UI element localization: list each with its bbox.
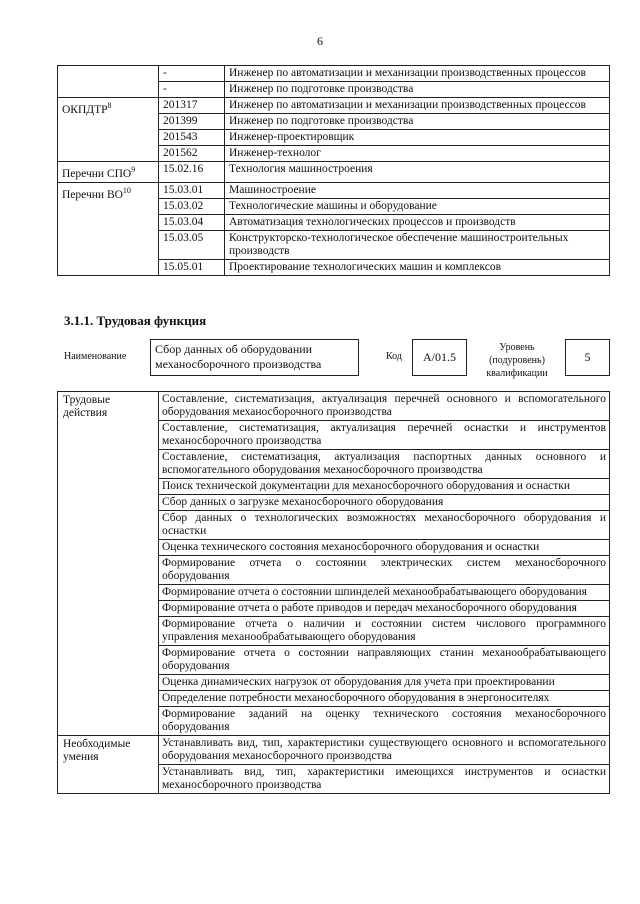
footnote-ref: 9 (131, 165, 136, 174)
codes-code-cell: - (159, 82, 225, 98)
level-value: 5 (565, 339, 610, 376)
page-number: 6 (317, 34, 323, 48)
codes-code-cell: 201543 (159, 130, 225, 146)
codes-code-cell: 201562 (159, 146, 225, 162)
function-name-value: Сбор данных об оборудовании механосборочного производства (150, 339, 359, 376)
function-table (57, 391, 610, 794)
codes-name-cell: Конструкторско-технологическое обеспечение машиностроительных производств (225, 230, 610, 259)
labor-action-item: Сбор данных о технологических возможностях механосборочного оборудования и оснастки (159, 511, 610, 540)
codes-name-cell: Инженер по подготовке производства (225, 114, 610, 130)
codes-group-label: ОКПДТР (62, 103, 108, 116)
codes-code-cell: 201399 (159, 114, 225, 130)
labor-action-item: Формирование отчета о состоянии направляющих станин механообрабатывающего оборудования (159, 646, 610, 675)
codes-code-cell: 201317 (159, 98, 225, 114)
labor-action-item: Составление, систематизация, актуализация перечней основного и вспомогательного оборудования механосборочного производства (159, 392, 610, 421)
section-title: 3.1.1. Трудовая функция (64, 313, 207, 328)
codes-name-cell: Инженер-технолог (225, 146, 610, 162)
codes-name-cell: Инженер-проектировщик (225, 130, 610, 146)
codes-name-cell: Инженер по автоматизации и механизации производственных процессов (225, 98, 610, 114)
codes-group-cell (58, 162, 159, 183)
labor-action-item: Формирование отчета о наличии и состоянии систем числового программного управления механообрабатывающего оборудования (159, 617, 610, 646)
codes-code-cell: 15.03.05 (159, 230, 225, 259)
labor-action-item: Формирование заданий на оценку технического состояния механосборочного оборудования (159, 707, 610, 736)
required-skill-item: Устанавливать вид, тип, характеристики существующего основного и вспомогательного оборудования механосборочного производства (159, 736, 610, 765)
codes-code-cell: 15.05.01 (159, 259, 225, 275)
codes-group-label: Перечни ВО (62, 188, 123, 201)
labor-action-item: Сбор данных о загрузке механосборочного оборудования (159, 495, 610, 511)
codes-code-cell: 15.03.04 (159, 214, 225, 230)
footnote-ref: 10 (122, 185, 131, 195)
required-skill-label: Необходимые умения (58, 736, 159, 794)
labor-action-item: Составление, систематизация, актуализация перечней оснастки и инструментов механосборочного производства (159, 421, 610, 450)
codes-name-cell: Технологические машины и оборудование (225, 198, 610, 214)
labor-action-item: Формирование отчета о состоянии шпинделей механообрабатывающего оборудования (159, 585, 610, 601)
function-code-value: A/01.5 (412, 339, 467, 376)
required-skill-row (58, 736, 610, 765)
codes-code-cell: 15.03.02 (159, 198, 225, 214)
labor-action-item: Определение потребности механосборочного оборудования в энергоносителях (159, 691, 610, 707)
labor-action-item: Оценка технического состояния механосборочного оборудования и оснастки (159, 540, 610, 556)
codes-name-cell: Проектирование технологических машин и комплексов (225, 259, 610, 275)
labor-action-item: Формирование отчета о работе приводов и передач механосборочного оборудования (159, 601, 610, 617)
codes-group-label: Перечни СПО (62, 167, 132, 180)
required-skill-item: Устанавливать вид, тип, характеристики имеющихся инструментов и оснастки механосборочного производства (159, 765, 610, 794)
codes-row (58, 98, 610, 114)
codes-table (57, 65, 610, 276)
codes-code-cell: 15.02.16 (159, 162, 225, 183)
name-label: Наименование (64, 351, 127, 362)
code-label: Код (386, 351, 402, 362)
codes-row (58, 182, 610, 198)
codes-group-cell (58, 98, 159, 162)
codes-row (58, 162, 610, 183)
codes-name-cell: Технология машиностроения (225, 162, 610, 183)
codes-name-cell: Автоматизация технологических процессов и производств (225, 214, 610, 230)
codes-group-cell (58, 66, 159, 98)
labor-action-item: Формирование отчета о состоянии электрических систем механосборочного оборудования (159, 556, 610, 585)
labor-action-label: Трудовые действия (58, 392, 159, 736)
codes-name-cell: Инженер по автоматизации и механизации производственных процессов (225, 66, 610, 82)
codes-row (58, 66, 610, 82)
footnote-ref: 8 (107, 101, 112, 110)
labor-action-item: Составление, систематизация, актуализация паспортных данных основного и вспомогательного оборудования механосборочного производства (159, 450, 610, 479)
labor-action-row (58, 392, 610, 421)
codes-code-cell: - (159, 66, 225, 82)
codes-name-cell: Машиностроение (225, 182, 610, 198)
codes-name-cell: Инженер по подготовке производства (225, 82, 610, 98)
labor-action-item: Поиск технической документации для механосборочного оборудования и оснастки (159, 479, 610, 495)
codes-group-cell (58, 182, 159, 275)
codes-code-cell: 15.03.01 (159, 182, 225, 198)
labor-action-item: Оценка динамических нагрузок от оборудования для учета при проектировании (159, 675, 610, 691)
level-label: Уровень (подуровень) квалификации (486, 342, 548, 379)
